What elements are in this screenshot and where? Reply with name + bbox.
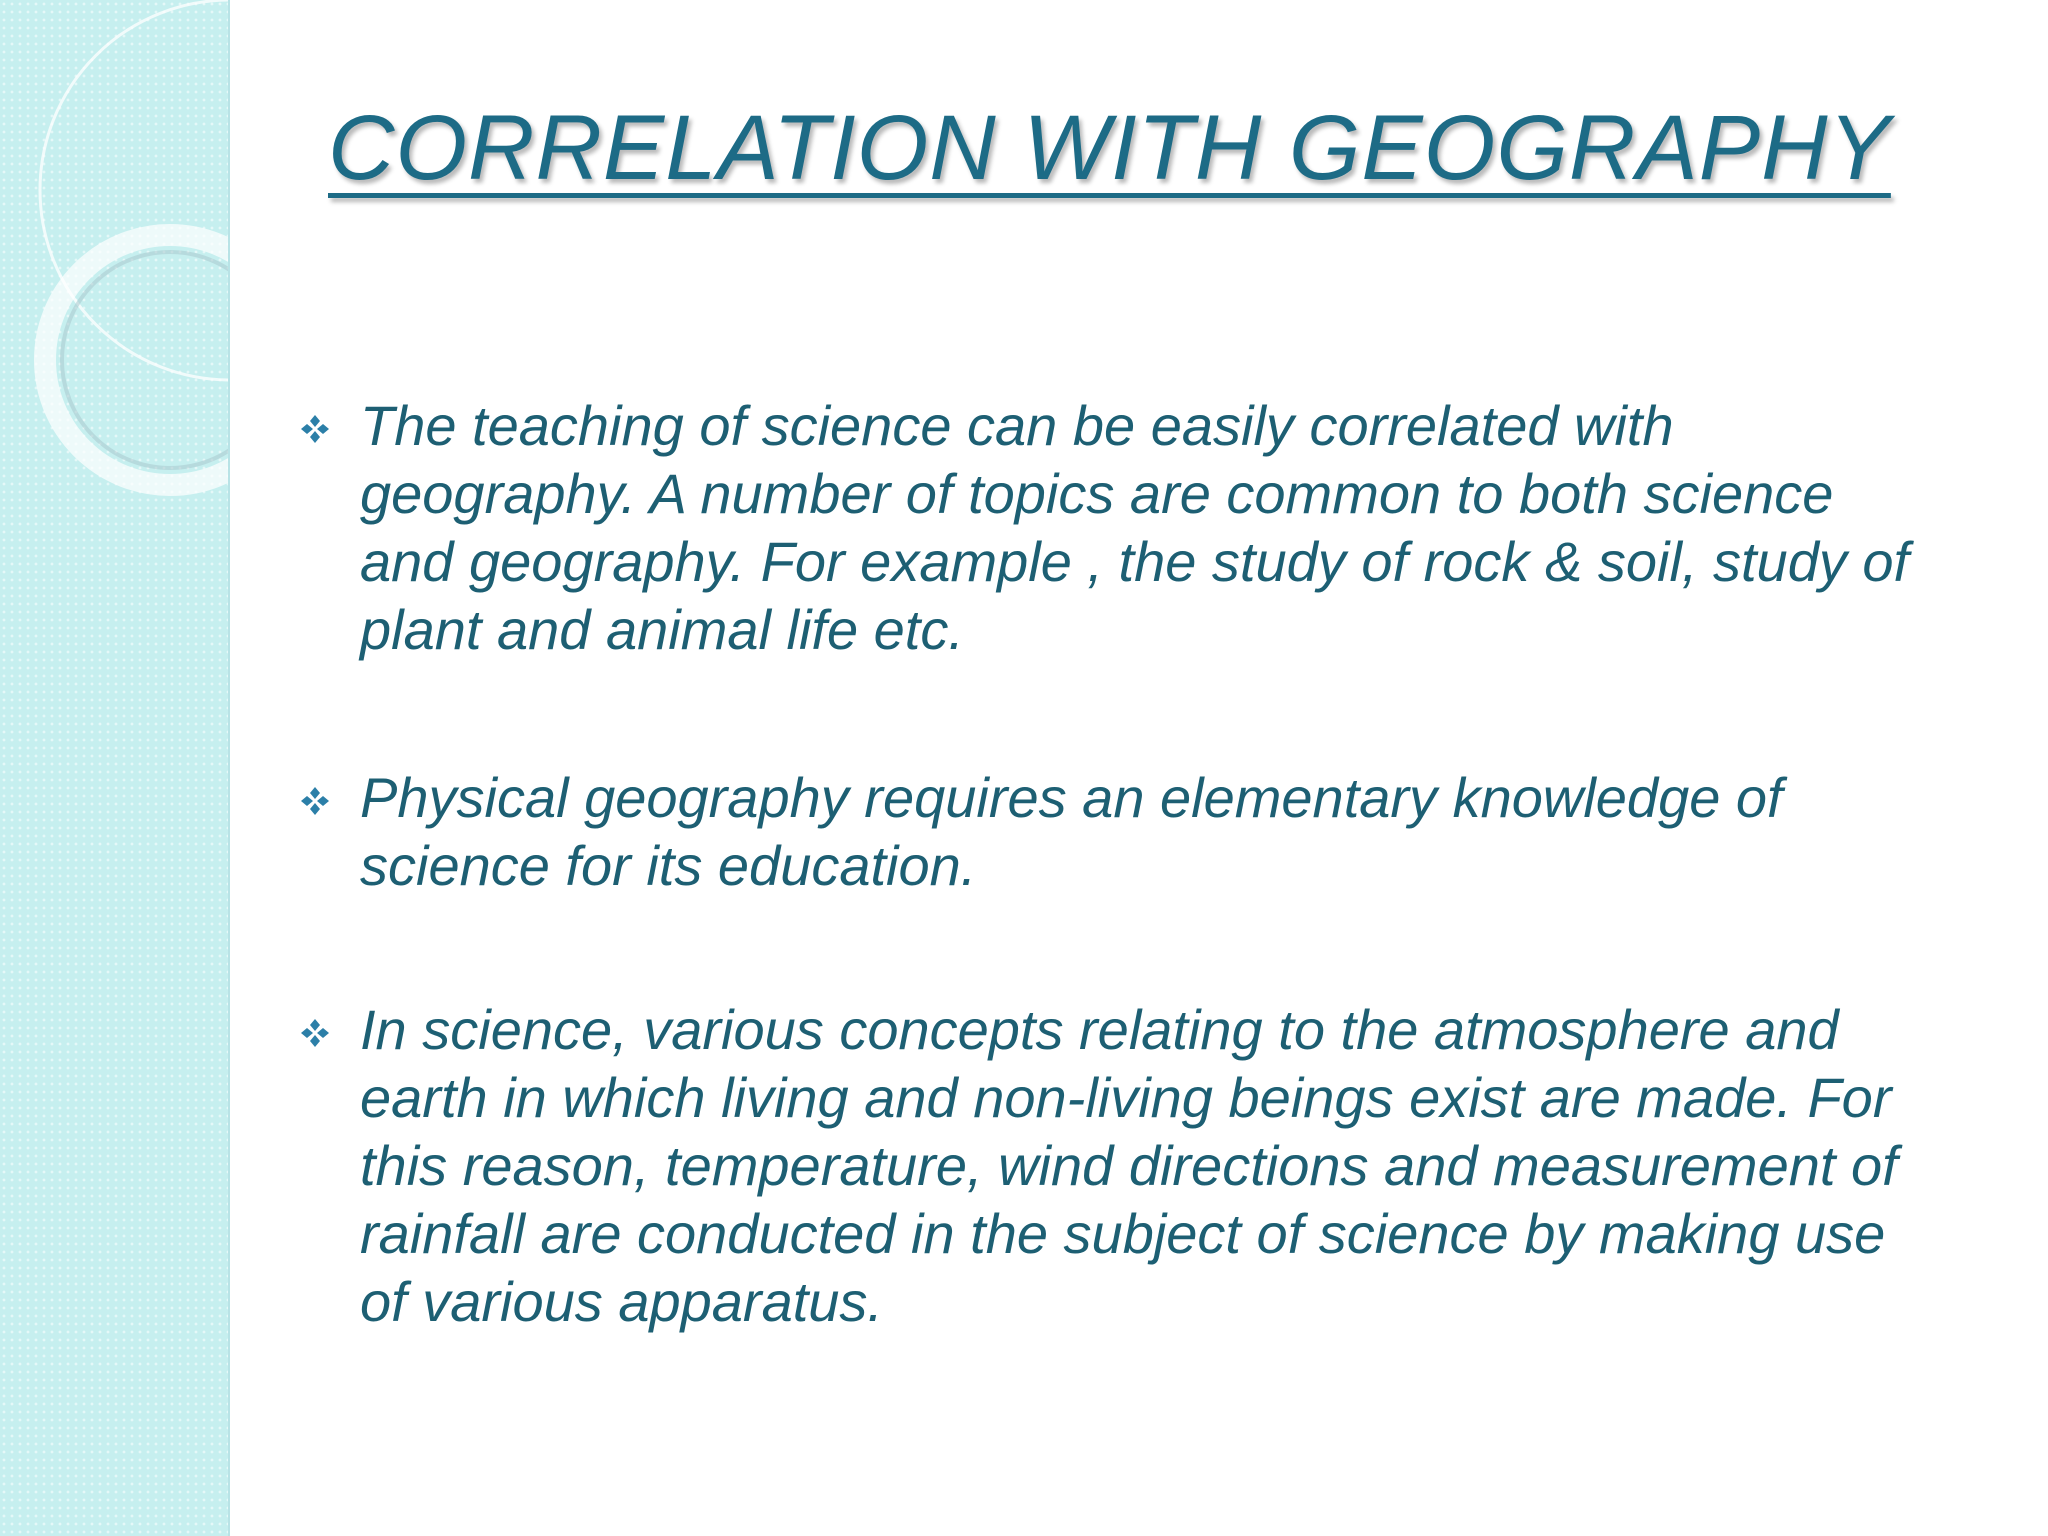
bullet-text: In science, various concepts relating to the atmosphere and earth in which living and non-living beings exist are made. For this reason, temperature, wind directions and measurement of rainfall are conducted in the subject of science by making use of various apparatus. bbox=[360, 998, 1898, 1333]
slide-title: CORRELATION WITH GEOGRAPHY bbox=[328, 97, 1891, 199]
list-item bbox=[300, 392, 1940, 664]
decorative-side-panel bbox=[0, 0, 230, 1536]
list-item bbox=[300, 764, 1940, 900]
diamond-bullet-icon bbox=[300, 1018, 330, 1048]
bullet-text: Physical geography requires an elementary knowledge of science for its education. bbox=[360, 766, 1783, 897]
bullet-text: The teaching of science can be easily correlated with geography. A number of topics are common to both science and geography. For example , the study of rock & soil, study of plant and animal life etc. bbox=[360, 394, 1910, 661]
decorative-circles bbox=[0, 0, 228, 1536]
list-item bbox=[300, 996, 1940, 1336]
diamond-bullet-icon bbox=[300, 414, 330, 444]
diamond-bullet-icon bbox=[300, 786, 330, 816]
